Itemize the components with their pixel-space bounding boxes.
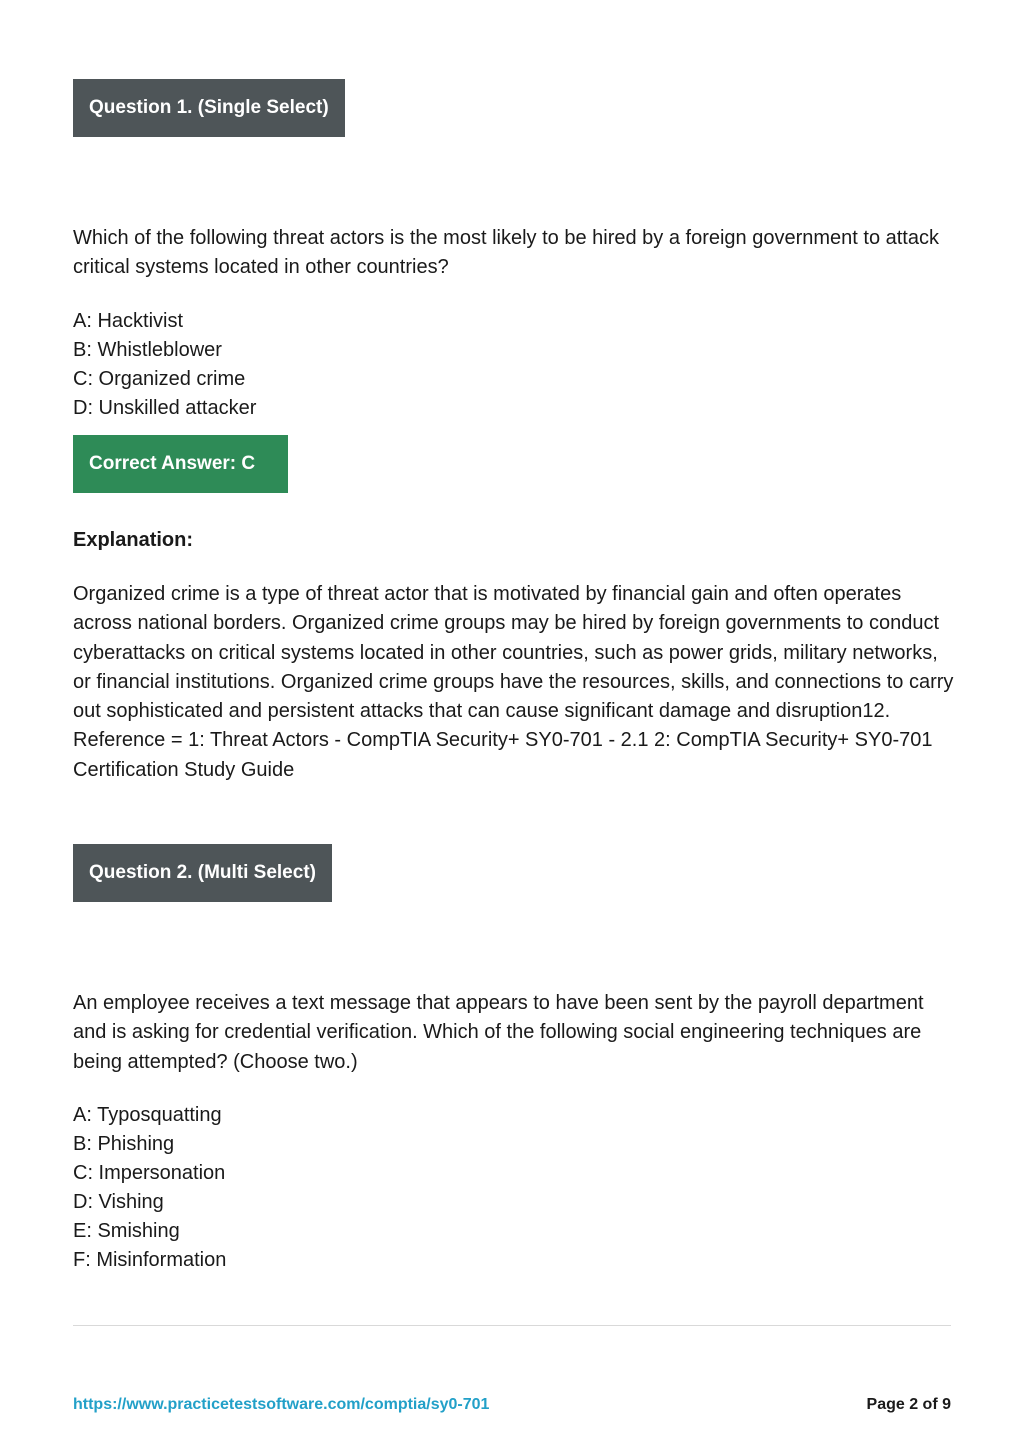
correct-answer-badge: Correct Answer: C bbox=[73, 435, 288, 493]
q1-option-d: D: Unskilled attacker bbox=[73, 397, 257, 419]
q2-option-e: E: Smishing bbox=[73, 1220, 180, 1242]
q1-option-c: C: Organized crime bbox=[73, 368, 246, 390]
question-1-badge: Question 1. (Single Select) bbox=[73, 79, 345, 137]
footer-url-link[interactable]: https://www.practicetestsoftware.com/comptia/sy0-701 bbox=[73, 1396, 490, 1413]
explanation-heading: Explanation: bbox=[73, 529, 194, 551]
question-1-text: Which of the following threat actors is the most likely to be hired by a foreign government to attack critical systems located in other countries? bbox=[73, 227, 939, 279]
q1-option-b: B: Whistleblower bbox=[73, 339, 222, 361]
q2-option-d: D: Vishing bbox=[73, 1191, 164, 1213]
explanation-text: Organized crime is a type of threat actor that is motivated by financial gain and often operates across national borders. Organized crime groups may be hired by foreign governments to conduct cyberattacks on critical systems located in other countries, such as power grids, military networks, or financial institutions. Organized crime groups have the resources, skills, and connections to carry out sophisticated and persistent attacks that can cause significant damage and disruption12. Reference = 1: Threat Actors - CompTIA Security+ SY0-701 - 2.1 2: CompTIA Security+ SY0-701 Certification Study Guide bbox=[73, 583, 954, 781]
q2-option-f: F: Misinformation bbox=[73, 1249, 227, 1271]
q2-option-c: C: Impersonation bbox=[73, 1162, 226, 1184]
q2-option-a: A: Typosquatting bbox=[73, 1104, 222, 1126]
question-2-text: An employee receives a text message that appears to have been sent by the payroll department and is asking for credential verification. Which of the following social engineering techniques are being attempted? (Choose two.) bbox=[73, 992, 924, 1073]
question-2-badge: Question 2. (Multi Select) bbox=[73, 844, 332, 902]
q1-option-a: A: Hacktivist bbox=[73, 310, 184, 332]
footer-divider bbox=[73, 1325, 951, 1326]
page-number: Page 2 of 9 bbox=[866, 1396, 951, 1413]
q2-option-b: B: Phishing bbox=[73, 1133, 175, 1155]
